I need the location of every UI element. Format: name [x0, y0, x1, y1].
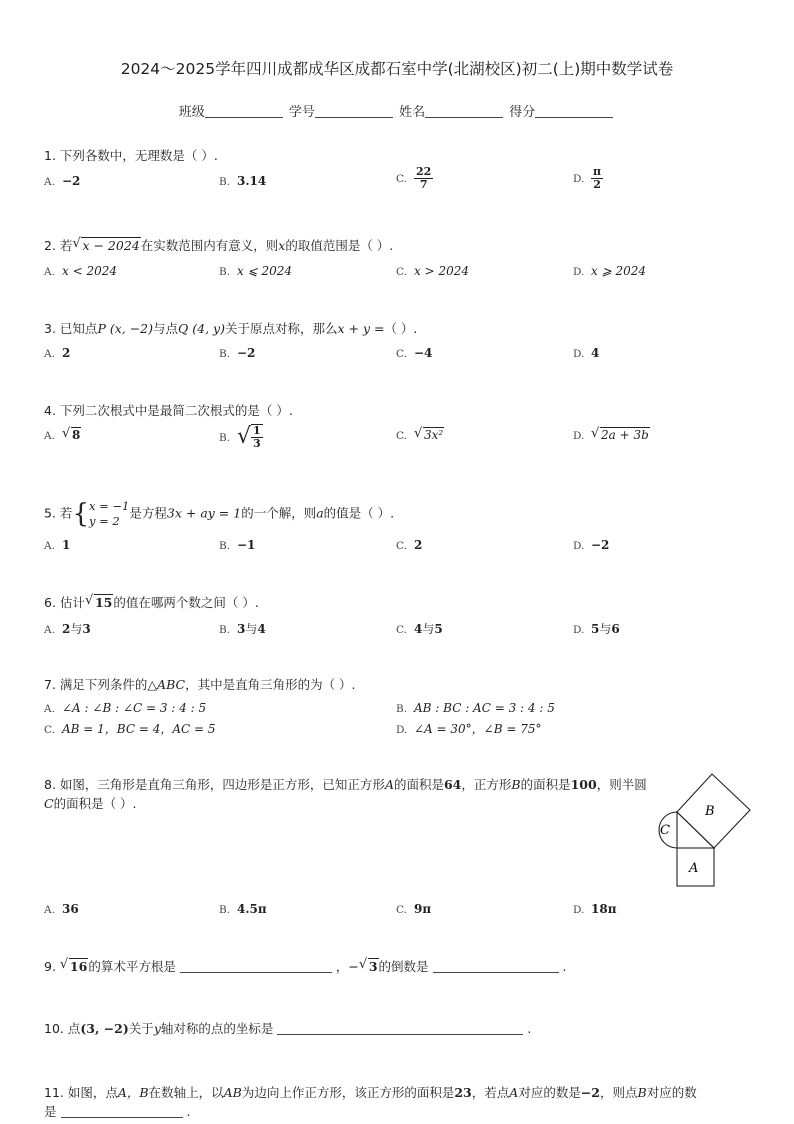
option-label: B. [219, 540, 231, 552]
question-stem: 的取值范围是（ ）. [285, 238, 394, 253]
q6-option-a[interactable] [44, 620, 91, 637]
fraction [414, 166, 433, 191]
option-value: 4.5π [237, 902, 267, 916]
system-line-2: y = 2 [88, 514, 120, 528]
q6-option-c[interactable] [396, 620, 443, 637]
equation: 3x + ay = 1 [166, 505, 242, 521]
triangle: △ABC [147, 677, 186, 692]
question-stem: 估计 [59, 595, 85, 610]
square-b-label: B [511, 777, 521, 792]
q3-option-b[interactable] [219, 346, 255, 360]
option-label: D. [396, 724, 408, 736]
option-value: x ⩾ 2024 [591, 264, 646, 278]
name-blank[interactable] [425, 103, 503, 118]
q8-option-d[interactable] [573, 902, 616, 916]
equation-system [89, 499, 129, 529]
q1-option-c[interactable] [396, 166, 433, 191]
q1-option-b[interactable] [219, 174, 266, 188]
value-a: −2 [580, 1085, 600, 1100]
student-id-label: 学号 [288, 105, 315, 120]
question-stem: 的面积是（ ）. [53, 796, 137, 811]
area-a: 64 [443, 777, 462, 792]
question-number: 3. [44, 321, 56, 336]
option-value: −2 [62, 174, 81, 188]
sqrt-expression: √ 15 [84, 593, 113, 610]
question-number: 11. [44, 1085, 64, 1100]
question-10 [44, 1019, 531, 1037]
question-7 [44, 675, 356, 693]
radicand: 2a + 3b [601, 428, 649, 442]
label-b: B [705, 804, 715, 819]
q2-option-b[interactable] [219, 264, 292, 278]
question-stem: ，正方形 [461, 777, 512, 792]
option-value: −4 [414, 346, 433, 360]
fraction [251, 424, 263, 450]
q8-option-a[interactable] [44, 902, 79, 916]
option-label: C. [396, 904, 407, 916]
question-stem: 已知点 [59, 321, 98, 336]
numerator: π [593, 165, 602, 178]
question-stem: 的算术平方根是 [88, 959, 176, 974]
q6-option-b[interactable] [219, 620, 266, 637]
option-label: C. [396, 624, 407, 636]
sqrt-expression: √ 3x² [414, 426, 444, 442]
q4-option-b[interactable] [219, 424, 263, 450]
radicand: 16 [69, 959, 88, 974]
q2-option-d[interactable] [573, 264, 646, 278]
sqrt-expression: √ x − 2024 [72, 236, 140, 253]
question-stem: 若 [59, 505, 73, 521]
option-value: 2 [414, 538, 423, 552]
q4-option-d[interactable] [573, 428, 650, 442]
option-label: C. [44, 724, 55, 736]
option-value: 4 [414, 622, 423, 636]
option-value: x ⩽ 2024 [237, 264, 292, 278]
name-label: 姓名 [399, 105, 426, 120]
option-value: ∠A : ∠B : ∠C = 3 : 4 : 5 [62, 701, 207, 715]
option-label: C. [396, 173, 407, 185]
radicand: 15 [94, 595, 113, 610]
question-2 [44, 236, 393, 254]
question-1 [44, 146, 218, 164]
q8-option-b[interactable] [219, 902, 267, 916]
question-number: 2. [44, 238, 56, 253]
question-6 [44, 593, 259, 611]
question-stem: 如图，三角形是直角三角形，四边形是正方形，已知正方形 [59, 777, 385, 792]
score-label: 得分 [509, 105, 536, 120]
q4-option-c[interactable] [396, 428, 444, 442]
sqrt-expression: √ 3 [358, 957, 378, 974]
question-number: 1. [44, 148, 56, 163]
question-stem: 对应的数 [646, 1085, 697, 1100]
option-value: x < 2024 [62, 264, 117, 278]
option-value: AB : BC : AC = 3 : 4 : 5 [414, 701, 555, 715]
q6-option-d[interactable] [573, 620, 620, 637]
question-number: 8. [44, 777, 56, 792]
option-value: AB = 1，BC = 4，AC = 5 [62, 722, 216, 736]
question-stem: 的倒数是 [378, 959, 429, 974]
question-stem: 点 [67, 1021, 81, 1036]
radicand: 3x² [424, 428, 444, 442]
variable: x [278, 238, 286, 253]
q7-option-c[interactable] [44, 720, 216, 737]
option-value: −2 [237, 346, 256, 360]
question-11 [44, 1083, 697, 1101]
sqrt-expression: √ 2a + 3b [591, 426, 649, 442]
option-value: 6 [611, 622, 620, 636]
option-label: A. [44, 540, 55, 552]
question-stem: 的值是（ ）. [323, 505, 395, 521]
question-stem: 为边向上作正方形，该正方形的面积是 [241, 1085, 455, 1100]
option-label: B. [219, 348, 231, 360]
question-stem: 在数轴上，以 [148, 1085, 224, 1100]
expression: x + y = [337, 321, 385, 336]
question-stem: 轴对称的点的坐标是 [160, 1021, 274, 1036]
option-value: 5 [434, 622, 443, 636]
point-b: B [637, 1085, 647, 1100]
option-word: 与 [599, 622, 612, 636]
q3-option-a[interactable] [44, 346, 70, 360]
option-value: 36 [62, 902, 79, 916]
option-value: 9π [414, 902, 432, 916]
minus-sign: − [348, 959, 359, 974]
option-label: D. [573, 266, 585, 278]
point-a: A [509, 1085, 519, 1100]
point-q: Q (4, y) [178, 321, 225, 336]
page-title: 2024～2025学年四川成都成华区成都石室中学(北湖校区)初二(上)期中数学试卷 [120, 60, 674, 78]
label-c: C [660, 823, 670, 838]
option-label: B. [219, 176, 231, 188]
q4-option-a[interactable] [44, 428, 81, 442]
q7-option-d[interactable] [396, 720, 542, 737]
student-info-line [0, 101, 794, 120]
q3-option-d[interactable] [573, 346, 599, 360]
numerator: 1 [253, 424, 261, 437]
q5-option-a[interactable] [44, 538, 70, 552]
option-label: D. [573, 430, 585, 442]
denominator: 7 [419, 178, 428, 191]
semicircle-c-label: C [44, 796, 54, 811]
q8-figure [650, 768, 760, 890]
option-word: 与 [422, 622, 435, 636]
question-number: 6. [44, 595, 56, 610]
answer-blank[interactable] [61, 1104, 183, 1118]
q7-option-b[interactable] [396, 701, 555, 715]
option-value: 2 [62, 622, 71, 636]
option-label: B. [396, 703, 408, 715]
points: A，B [117, 1085, 149, 1100]
q5-option-b[interactable] [219, 538, 255, 552]
radicand: 8 [72, 428, 81, 442]
question-stem: ，则半圆 [596, 777, 647, 792]
denominator: 3 [253, 437, 261, 450]
option-value: x > 2024 [414, 264, 469, 278]
class-blank[interactable] [205, 103, 283, 118]
question-stem: 下列各数中，无理数是（ ）. [59, 148, 218, 163]
question-number: 7. [44, 677, 56, 692]
option-label: B. [219, 904, 231, 916]
question-stem: 下列二次根式中是最简二次根式的是（ ）. [59, 403, 293, 418]
question-stem: 的值在哪两个数之间（ ）. [113, 595, 259, 610]
numerator: 22 [416, 165, 432, 178]
point: (3, −2) [80, 1021, 129, 1036]
question-8 [44, 775, 647, 793]
option-label: D. [573, 624, 585, 636]
question-number: 10. [44, 1021, 64, 1036]
option-label: A. [44, 703, 55, 715]
option-label: B. [219, 624, 231, 636]
square-a-label: A [384, 777, 394, 792]
question-stem: （ ）. [384, 321, 418, 336]
option-word: 与 [245, 622, 258, 636]
left-brace: { [72, 499, 89, 529]
question-8-line-2 [44, 794, 137, 812]
option-value: ∠A = 30°，∠B = 75° [414, 722, 542, 736]
denominator: 2 [593, 178, 601, 191]
option-label: D. [573, 348, 585, 360]
question-stem: 若 [59, 238, 73, 253]
option-value: 2 [62, 346, 71, 360]
question-number: 9. [44, 959, 56, 974]
question-stem: ，若点 [471, 1085, 510, 1100]
question-3 [44, 319, 417, 337]
fraction [591, 166, 603, 191]
area-b: 100 [570, 777, 597, 792]
answer-blank-2[interactable] [433, 959, 559, 973]
question-stem: 在实数范围内有意义，则 [140, 238, 279, 253]
option-value: 18π [591, 902, 617, 916]
option-label: A. [44, 176, 55, 188]
option-label: D. [573, 904, 585, 916]
period: . [186, 1104, 191, 1119]
question-stem: 的面积是 [393, 777, 444, 792]
option-value: 3.14 [237, 174, 267, 188]
option-label: C. [396, 348, 407, 360]
question-9 [44, 957, 566, 975]
separator: ， [335, 959, 349, 974]
question-stem: 的一个解，则 [241, 505, 317, 521]
option-value: 3 [237, 622, 246, 636]
option-label: A. [44, 904, 55, 916]
sqrt-sign: √ [237, 424, 252, 449]
option-label: D. [573, 540, 585, 552]
option-label: A. [44, 430, 55, 442]
question-stem: 如图，点 [67, 1085, 118, 1100]
class-label: 班级 [178, 105, 205, 120]
q3-option-c[interactable] [396, 346, 432, 360]
option-label: C. [396, 266, 407, 278]
q7-option-a[interactable] [44, 701, 206, 715]
option-value: 4 [257, 622, 266, 636]
label-a: A [689, 861, 699, 876]
system-line-1: x = −1 [88, 499, 130, 513]
q2-option-a[interactable] [44, 264, 117, 278]
student-id-blank[interactable] [315, 103, 393, 118]
q2-option-c[interactable] [396, 264, 469, 278]
question-number: 4. [44, 403, 56, 418]
option-label: A. [44, 348, 55, 360]
question-stem: 关于原点对称，那么 [224, 321, 338, 336]
variable: a [316, 505, 324, 521]
period: . [527, 1021, 532, 1036]
answer-blank[interactable] [277, 1021, 523, 1035]
option-label: D. [573, 173, 585, 185]
option-label: C. [396, 430, 407, 442]
question-stem: ，则点 [600, 1085, 638, 1100]
question-11-line-2 [44, 1102, 190, 1120]
radicand: 3 [368, 959, 378, 974]
score-blank[interactable] [535, 103, 613, 118]
option-label: A. [44, 624, 55, 636]
question-stem: 关于 [128, 1021, 154, 1036]
option-word: 与 [70, 622, 83, 636]
question-number: 5. [44, 505, 56, 521]
option-value: −1 [237, 538, 256, 552]
q1-option-a[interactable] [44, 174, 80, 188]
option-label: A. [44, 266, 55, 278]
q1-option-d[interactable] [573, 166, 603, 191]
sqrt-expression: √ 16 [59, 957, 88, 974]
axis-variable: y [153, 1021, 161, 1036]
option-value: 3 [82, 622, 91, 636]
question-stem: 的面积是 [520, 777, 571, 792]
question-stem: 是 [44, 1104, 57, 1119]
point-p: P (x, −2) [97, 321, 153, 336]
question-stem: 对应的数是 [518, 1085, 581, 1100]
option-value: 5 [591, 622, 600, 636]
option-label: B. [219, 266, 231, 278]
option-label: C. [396, 540, 407, 552]
question-stem: 与点 [153, 321, 179, 336]
q5-option-c[interactable] [396, 538, 422, 552]
period: . [562, 959, 567, 974]
answer-blank-1[interactable] [180, 959, 332, 973]
q5-option-d[interactable] [573, 538, 609, 552]
area: 23 [454, 1085, 472, 1100]
segment: AB [223, 1085, 242, 1100]
question-5 [44, 499, 394, 529]
option-value: 4 [591, 346, 600, 360]
question-stem: 是方程 [129, 505, 167, 521]
option-label: B. [219, 431, 231, 444]
question-4 [44, 401, 293, 419]
radicand: x − 2024 [82, 238, 140, 253]
sqrt-expression: √ 8 [62, 426, 81, 442]
question-stem: ，其中是直角三角形的为（ ）. [185, 677, 356, 692]
option-value: −2 [591, 538, 610, 552]
question-stem: 满足下列条件的 [59, 677, 148, 692]
option-value: 1 [62, 538, 71, 552]
q8-option-c[interactable] [396, 902, 431, 916]
